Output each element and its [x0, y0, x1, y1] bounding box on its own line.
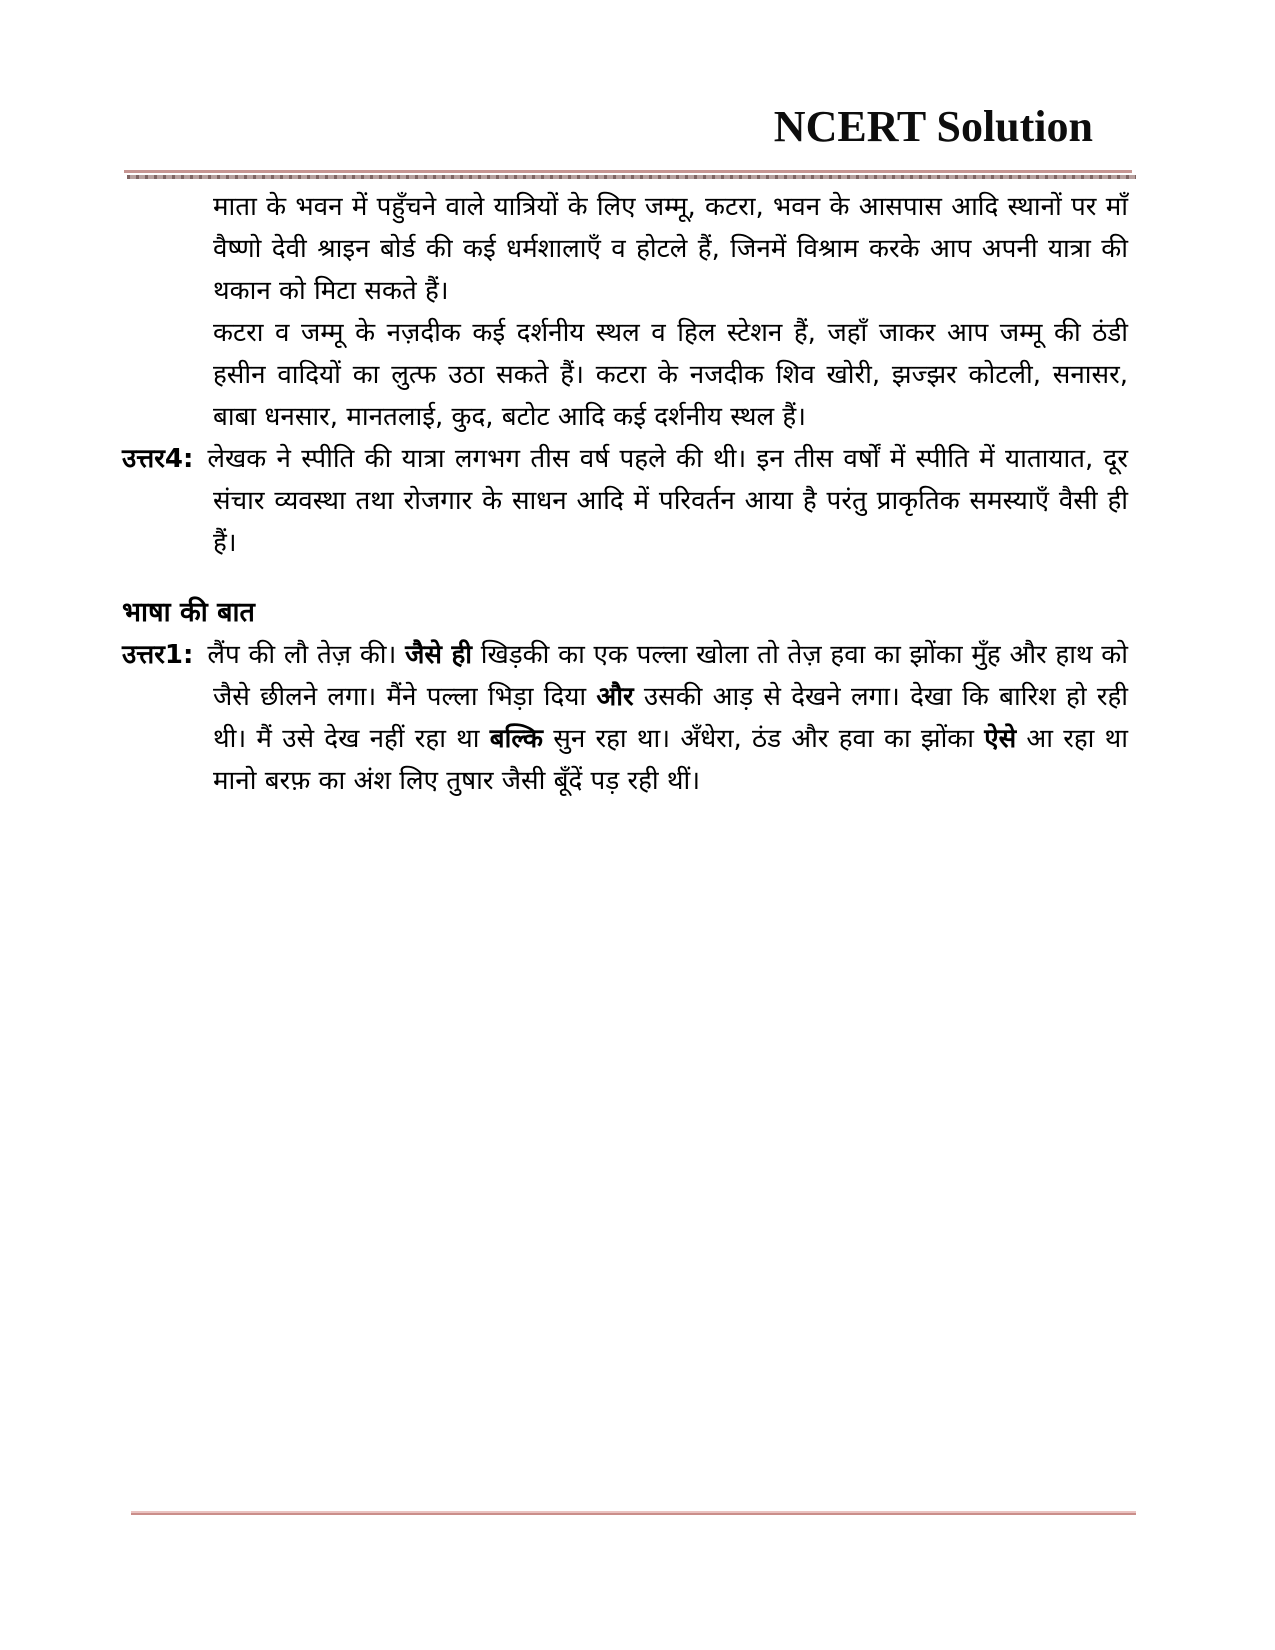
paragraph-text: कटरा व जम्मू के नज़दीक कई दर्शनीय स्थल व हिल स्टेशन हैं, जहाँ जाकर आप जम्मू की ठंडी हसीन वादियों का लुत्फ उठा सकते हैं। कटरा के नजदीक शिव खोरी, झज्झर कोटली, सनासर, बाबा धनसार, मानतलाई, कुद, बटोट आदि कई दर्शनीय स्थल हैं। [213, 318, 1128, 432]
answer-text: उसकी आड़ से देखने लगा। देखा कि बारिश हो रही थी। मैं उसे देख नहीं रहा था [213, 682, 1128, 754]
answer-1-label: उत्तर1: [122, 640, 194, 670]
answer-1-text [207, 640, 1128, 796]
answer-text: खिड़की का एक पल्ला खोला तो तेज़ हवा का झोंका मुँह और हाथ को जैसे छीलने लगा। मैंने पल्ला भिड़ा दिया [213, 640, 1128, 712]
emphasized-word: बल्कि [489, 724, 544, 754]
answer-text: सुन रहा था। अँधेरा, ठंड और हवा का झोंका [543, 724, 985, 754]
answer-continuation-paragraph [122, 186, 1128, 312]
answer-text: आ रहा था मानो बरफ़ का अंश लिए तुषार जैसी बूँदें पड़ रही थीं। [213, 724, 1128, 796]
section-heading: भाषा की बात [122, 597, 255, 628]
emphasized-word: ऐसे [984, 724, 1017, 754]
paragraph-text: माता के भवन में पहुँचने वाले यात्रियों के लिए जम्मू, कटरा, भवन के आसपास आदि स्थानों पर माँ वैष्णो देवी श्राइन बोर्ड की कई धर्मशालाएँ व होटले हैं, जिनमें विश्राम करके आप अपनी यात्रा की थकान को मिटा सकते हैं। [213, 192, 1128, 306]
answer-1-paragraph [122, 634, 1128, 802]
answer-4-label: उत्तर4: [122, 444, 194, 474]
page-title: NCERT Solution [773, 102, 1093, 151]
answer-4-paragraph [122, 438, 1128, 564]
answer-text: लैंप की लौ तेज़ की। [207, 640, 406, 670]
footer-rule [131, 1511, 1136, 1515]
emphasized-word: जैसे ही [405, 640, 473, 670]
paragraph-text: लेखक ने स्पीति की यात्रा लगभग तीस वर्ष पहले की थी। इन तीस वर्षों में स्पीति में यातायात, दूर संचार व्यवस्था तथा रोजगार के साधन आदि में परिवर्तन आया है परंतु प्राकृतिक समस्याएँ वैसी ही हैं। [207, 444, 1128, 558]
document-body [122, 186, 1128, 802]
answer-continuation-paragraph [122, 312, 1128, 438]
header-rule [124, 170, 1136, 180]
emphasized-word: और [596, 682, 634, 712]
header-rule-solid-line [124, 170, 1132, 173]
header-rule-dashed-line [127, 175, 1136, 179]
